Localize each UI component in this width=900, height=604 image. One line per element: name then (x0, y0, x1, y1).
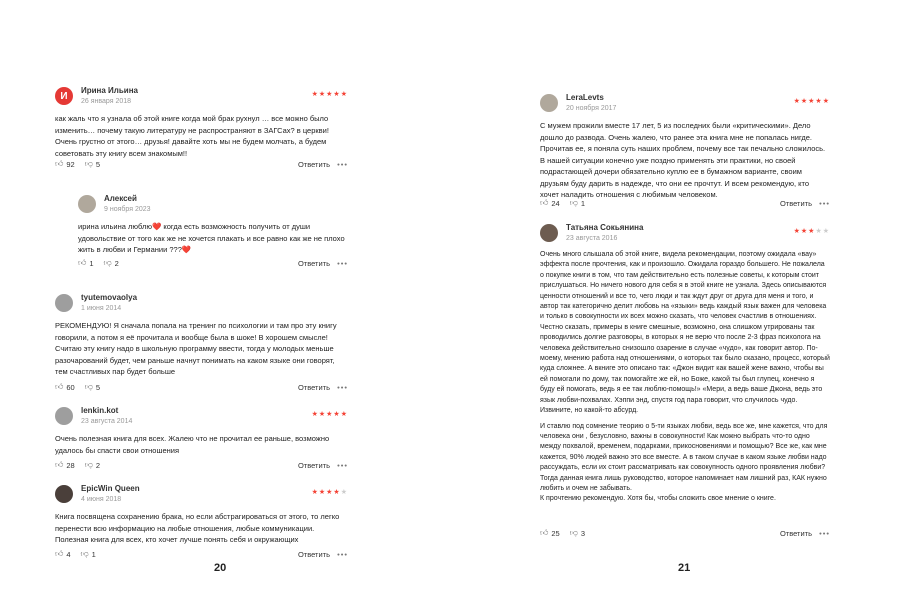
dislike-count: 1 (580, 198, 586, 208)
reply-button[interactable]: Ответить (297, 159, 330, 169)
review-text: И ставлю под сомнение теорию о 5-ти языках любви, ведь все же, мне кажется, что для человека они , безусловно, важны в совокупности! Как можно выбрать что-то одно между похвалой, временем, подарками, прикосновениями и помощью? Все же, как мне кажется, 90% людей важно это все вместе. А в таком случае в каком языке любви надо рассуждать, если их стоит рассматривать как совокупность одного проявления любви? Тогда данная книга лишь руководство, которое напоминает нам лишний раз, КАК нужно любить и очем не забывать. (540, 422, 828, 492)
rating-stars: ★★★★★ (311, 411, 348, 418)
thumbs-up-icon: 👍︎ (540, 198, 549, 207)
dislike-count: 1 (91, 549, 96, 559)
dislike-button[interactable] (570, 528, 585, 538)
rating-stars: ★★★★★ (311, 489, 348, 496)
rating-stars: ★★★★★ (311, 91, 348, 98)
review-card (55, 405, 348, 473)
avatar (55, 407, 73, 425)
review-card (540, 222, 830, 544)
review-text: К прочтению рекомендую. Хотя бы, чтобы сложить свое мнение о книге. (540, 495, 776, 503)
like-button[interactable] (55, 549, 71, 559)
review-text: С мужем прожили вместе 17 лет, 5 из последних были «критическими». Дело дошло до развода. Очень жалею, что ранее эта книга мне не попалась нигде. Прочитав ее, я поняла суть наших проблем, почему все так печально сложилось. В нашей ситуации конечно уже поздно применять эти практики, но своей подрастающей дочери обязательно куплю ее в бумажном варианте, своим друзьям буду дарить в надежде, что они ее прочтут. И всем рекомендую, кто хочет наладить отношения с любимым человеком. (540, 121, 826, 199)
review-date: 23 августа 2014 (81, 418, 133, 425)
like-button[interactable] (78, 258, 94, 268)
reply-card (78, 193, 348, 273)
avatar (540, 224, 558, 242)
like-count: 1 (89, 258, 94, 268)
review-card (55, 292, 348, 395)
review-text: Книга посвящена сохранению брака, но если абстрагироваться от этого, то легко перенести всю информацию на любые отношения, любые коммуникации. Полезная книга для всех, кто хочет лучше понять себя и окружающих (55, 512, 340, 544)
dislike-button[interactable] (570, 198, 585, 208)
thumbs-down-icon: 👎︎ (84, 460, 93, 469)
review-date: 4 июня 2018 (81, 496, 122, 503)
page-number: 21 (678, 562, 691, 574)
reviewer-name: Ирина Ильина (81, 86, 139, 95)
review-actions (540, 198, 830, 208)
review-text: Очень много слышала об этой книге, видела рекомендации, поэтому ожидала «вау» эффекта после прочтения, как и произошло. Ожидала гораздо большего. Не пожалела о покупке книги в том, что там действительно есть полезные советы, к которым стоит прислушаться. Но ничего нового для себя я в этой книге не узнала. Здесь описываются ценности отношений и все то, чего люди и так ждут друг от друга для меня и того, и автор так категорично делит любовь на «языки» ведь каждый язык важен для человека и только в совокупности их всех можно сказать, что человек счастлив в отношениях. Честно сказать, примеры в книге смешные, возможно, она слишком утрированы так проводились долгие разговоры, в которых я не верю что после 2-3 фраз психолога на человека действительно снизошло озарение в случае «чудо», как говорит автор. По-моему, мнению работа над отношениями, о которых так было сказано, процесс, который куда сложнее. А вкниге это описано так: «Джон видит как вашей жене важно, чтобы вы ей помогали по дому, так помогайте же ей, но Боже, какой ты был глупец, конечно я буду ей помогать, ведь я ее так люблю-помощь!» «Мери, а ведь ваше Джона, ведь это язык любви-похвалах. Хэппи энд, спустя год пара говорит, что случилось чудо. Извините, но какой-то абсурд. (540, 251, 830, 415)
avatar (55, 294, 73, 312)
review-date: 9 ноября 2023 (104, 206, 151, 213)
reviewer-name: Татьяна Сокьянина (566, 223, 644, 232)
thumbs-down-icon: 👎︎ (103, 258, 112, 267)
avatar (55, 485, 73, 503)
more-icon[interactable]: ••• (819, 528, 830, 538)
reply-button[interactable]: Ответить (297, 460, 330, 470)
review-header (540, 92, 830, 114)
review-actions (78, 258, 348, 268)
like-button[interactable] (55, 159, 75, 169)
review-header (78, 193, 348, 215)
review-date: 1 июня 2014 (81, 305, 122, 312)
avatar (540, 94, 558, 112)
like-button[interactable] (540, 528, 560, 538)
dislike-count: 2 (114, 258, 119, 268)
reviewer-name: LeraLevts (566, 93, 604, 102)
dislike-button[interactable] (85, 159, 100, 169)
reply-button[interactable]: Ответить (297, 382, 330, 392)
thumbs-up-icon: 👍︎ (55, 159, 64, 168)
review-actions (55, 159, 348, 169)
review-date: 23 августа 2016 (566, 235, 618, 242)
thumbs-up-icon: 👍︎ (55, 382, 64, 391)
dislike-count: 5 (95, 382, 101, 392)
like-count: 24 (551, 198, 560, 208)
reviewer-name: EpicWin Queen (81, 484, 140, 493)
review-actions (540, 528, 830, 538)
review-header (540, 222, 830, 244)
review-text: ирина ильина люблю❤️ когда есть возможность получить от души удовольствие от того как же не хочется плакать и все равно как же не плохо жить в любви и Германии ???❤️ (78, 222, 345, 254)
thumbs-up-icon: 👍︎ (540, 528, 549, 537)
review-header (55, 85, 348, 107)
more-icon[interactable]: ••• (337, 549, 348, 559)
review-actions (55, 382, 348, 392)
like-button[interactable] (55, 460, 75, 470)
like-count: 92 (66, 159, 75, 169)
more-icon[interactable]: ••• (337, 460, 348, 470)
review-card (55, 85, 348, 175)
right-page (450, 0, 900, 604)
reply-button[interactable]: Ответить (779, 528, 812, 538)
dislike-button[interactable] (81, 549, 96, 559)
reviewer-name: lenkin.kot (81, 406, 119, 415)
thumbs-up-icon: 👍︎ (55, 549, 64, 558)
like-count: 4 (66, 549, 71, 559)
dislike-count: 5 (95, 159, 101, 169)
reviewer-name: tyutemovaolya (81, 293, 138, 302)
review-date: 20 ноября 2017 (566, 105, 617, 112)
review-card (55, 483, 348, 563)
review-header (55, 405, 348, 427)
avatar: И (55, 87, 73, 105)
like-count: 60 (66, 382, 75, 392)
dislike-button[interactable] (85, 382, 100, 392)
reply-button[interactable]: Ответить (779, 198, 812, 208)
thumbs-down-icon: 👎︎ (569, 198, 578, 207)
review-text: РЕКОМЕНДУЮ! Я сначала попала на тренинг по психологии и там про эту книгу говорили, а потом я её прочитала и вообще была в шоке! В хорошем смысле! Считаю эту книгу надо в школьную программу ввести, тогда у молодых меньше разочарований будет, чем раньше начнут понимать на каком языке они говорят, тем счастливых пар будет больше (55, 321, 337, 376)
review-date: 26 января 2018 (81, 98, 132, 105)
dislike-count: 3 (580, 528, 586, 538)
reply-button[interactable]: Ответить (297, 549, 330, 559)
avatar (78, 195, 96, 213)
rating-stars: ★★★★★ (793, 98, 830, 105)
thumbs-up-icon: 👍︎ (55, 460, 64, 469)
rating-stars: ★★★★★ (793, 228, 830, 235)
more-icon[interactable]: ••• (337, 159, 348, 169)
like-count: 28 (66, 460, 75, 470)
reviewer-name: Алексей (104, 194, 137, 203)
review-actions (55, 549, 348, 559)
like-button[interactable] (55, 382, 75, 392)
thumbs-up-icon: 👍︎ (78, 258, 87, 267)
dislike-count: 2 (95, 460, 101, 470)
dislike-button[interactable] (104, 258, 119, 268)
review-header (55, 292, 348, 314)
thumbs-down-icon: 👎︎ (80, 549, 89, 558)
more-icon[interactable]: ••• (337, 258, 348, 268)
thumbs-down-icon: 👎︎ (84, 382, 93, 391)
review-text: Очень полезная книга для всех. Жалею что не прочитал ее раньше, возможно удалось бы спасти свои отношения (55, 434, 330, 455)
thumbs-down-icon: 👎︎ (569, 528, 578, 537)
more-icon[interactable]: ••• (337, 382, 348, 392)
thumbs-down-icon: 👎︎ (84, 159, 93, 168)
review-text: как жаль что я узнала об этой книге когда мой брак рухнул … все можно было изменить… почему такую литературу не распространяют в ЗАГСах? в церкви! Очень грустно от этого… друзья! давайте хоть мы не будем молчать, а будем советовать эту книгу всем знакомым!! (55, 114, 329, 158)
review-header (55, 483, 348, 505)
reply-button[interactable]: Ответить (297, 258, 330, 268)
dislike-button[interactable] (85, 460, 100, 470)
review-card (540, 92, 830, 214)
more-icon[interactable]: ••• (819, 198, 830, 208)
like-button[interactable] (540, 198, 560, 208)
page-number: 20 (214, 562, 227, 574)
review-actions (55, 460, 348, 470)
like-count: 25 (551, 528, 560, 538)
